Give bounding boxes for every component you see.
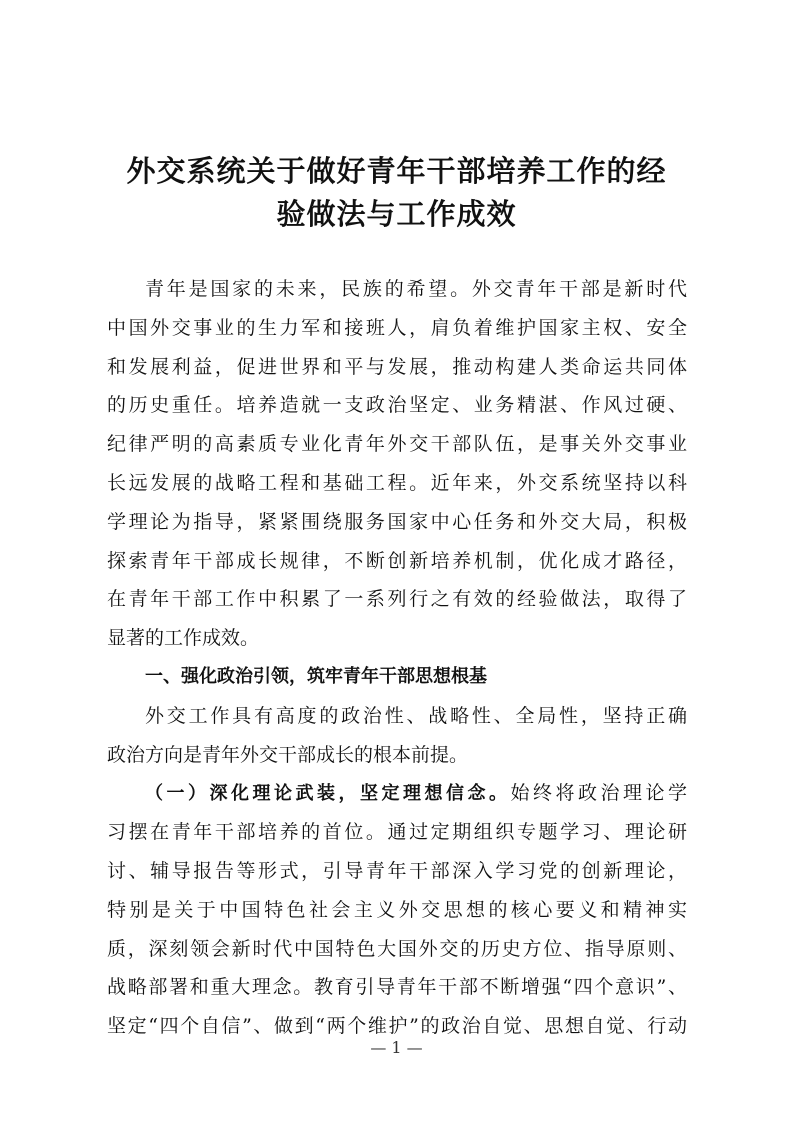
section-intro-line: 政治方向是青年外交干部成长的根本前提。: [107, 743, 469, 766]
subsection-line: 坚定“四个自信”、做到“两个维护”的政治自觉、思想自觉、行动: [107, 1015, 687, 1038]
document-body: [107, 270, 687, 1046]
intro-line: 青年是国家的未来，民族的希望。外交青年干部是新时代: [145, 278, 687, 300]
document-title: [90, 150, 703, 236]
intro-line: 探索青年干部成长规律，不断创新培养机制，优化成才路径，: [107, 549, 687, 572]
section-heading: 一、强化政治引领，筑牢青年干部思想根基: [145, 665, 487, 687]
section-intro-line: 外交工作具有高度的政治性、战略性、全局性，坚持正确: [145, 704, 687, 727]
subsection-line: 战略部署和重大理念。教育引导青年干部不断增强“四个意识”、: [107, 976, 687, 999]
intro-line: 纪律严明的高素质专业化青年外交干部队伍，是事关外交事业: [107, 433, 687, 456]
intro-line: 中国外交事业的生力军和接班人，肩负着维护国家主权、安全: [107, 316, 687, 339]
title-line-2: 验做法与工作成效: [276, 197, 517, 231]
intro-line: 和发展利益，促进世界和平与发展，推动构建人类命运共同体: [107, 355, 687, 378]
title-line-1: 外交系统关于做好青年干部培养工作的经: [126, 154, 667, 188]
intro-line: 显著的工作成效。: [107, 627, 260, 650]
subsection-line: 习摆在青年干部培养的首位。通过定期组织专题学习、理论研: [107, 821, 687, 844]
intro-line: 学理论为指导，紧紧围绕服务国家中心任务和外交大局，积极: [107, 510, 687, 533]
subsection-lead: （一）深化理论武装，坚定理想信念。: [145, 783, 511, 805]
subsection-line: 特别是关于中国特色社会主义外交思想的核心要义和精神实: [107, 898, 687, 921]
subsection-first-line: [107, 774, 687, 813]
subsection-first-rest: 始终将政治理论学: [510, 782, 687, 805]
subsection-line: 讨、辅导报告等形式，引导青年干部深入学习党的创新理论，: [107, 859, 687, 882]
intro-line: 在青年干部工作中积累了一系列行之有效的经验做法，取得了: [107, 588, 687, 611]
intro-line: 长远发展的战略工程和基础工程。近年来，外交系统坚持以科: [107, 471, 687, 494]
intro-line: 的历史重任。培养造就一支政治坚定、业务精湛、作风过硬、: [107, 394, 687, 417]
subsection-line: 质，深刻领会新时代中国特色大国外交的历史方位、指导原则、: [107, 937, 687, 960]
page-number: — 1 —: [370, 1038, 423, 1057]
